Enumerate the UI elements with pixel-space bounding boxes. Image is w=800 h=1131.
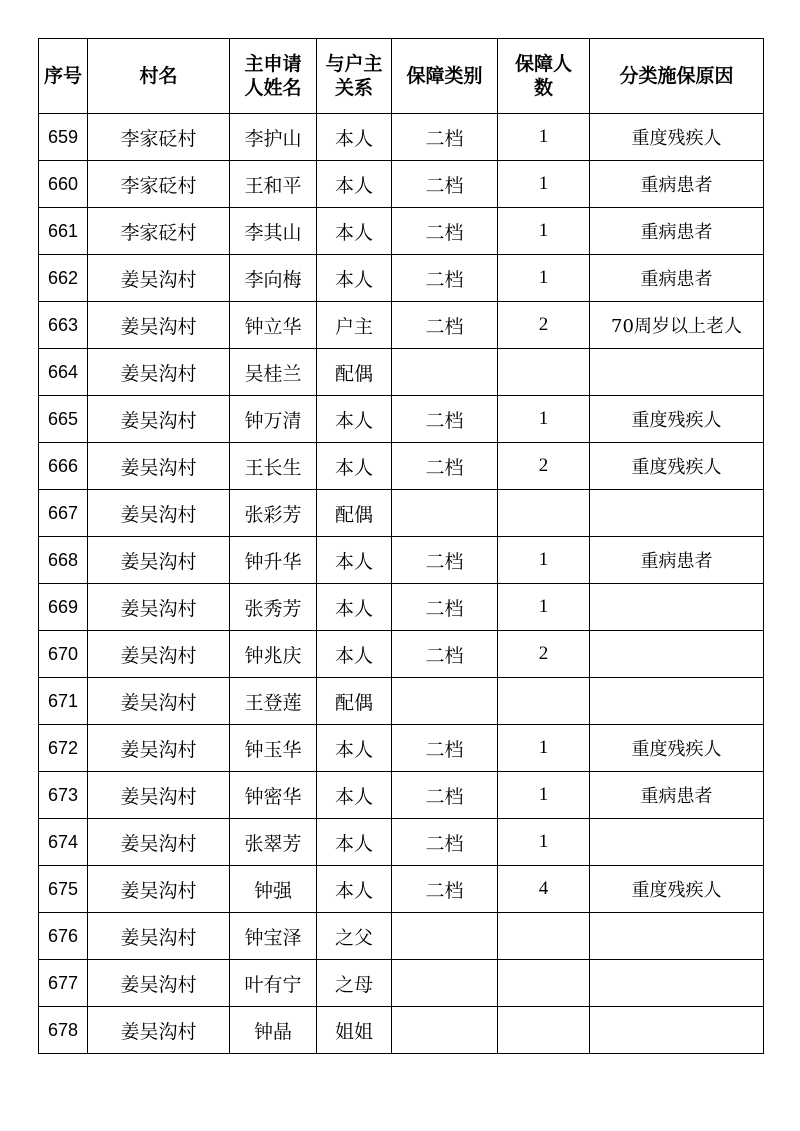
applicant-name-cell: 叶有宁 (230, 960, 317, 1007)
header-village-name: 村名 (88, 39, 230, 114)
covered-persons-cell (498, 1007, 590, 1054)
applicant-name-cell: 钟密华 (230, 772, 317, 819)
relation-cell: 之父 (317, 913, 392, 960)
serial-number-cell: 668 (39, 537, 88, 584)
assistance-category-cell: 二档 (392, 161, 498, 208)
covered-persons-cell: 1 (498, 819, 590, 866)
applicant-name-cell: 张翠芳 (230, 819, 317, 866)
table-row (39, 960, 764, 1007)
covered-persons-cell: 1 (498, 255, 590, 302)
applicant-name-cell: 李护山 (230, 114, 317, 161)
assistance-reason-cell (590, 819, 764, 866)
serial-number-cell: 659 (39, 114, 88, 161)
table-row (39, 349, 764, 396)
table-row (39, 584, 764, 631)
table-row (39, 114, 764, 161)
village-name-cell: 姜吴沟村 (88, 913, 230, 960)
table-row (39, 678, 764, 725)
covered-persons-cell: 2 (498, 302, 590, 349)
serial-number-cell: 671 (39, 678, 88, 725)
relation-cell: 本人 (317, 631, 392, 678)
applicant-name-cell: 钟玉华 (230, 725, 317, 772)
applicant-name-cell: 钟兆庆 (230, 631, 317, 678)
serial-number-cell: 670 (39, 631, 88, 678)
table-row (39, 208, 764, 255)
serial-number-cell: 673 (39, 772, 88, 819)
village-name-cell: 李家砭村 (88, 114, 230, 161)
covered-persons-cell: 1 (498, 772, 590, 819)
assistance-category-cell: 二档 (392, 255, 498, 302)
applicant-name-cell: 李向梅 (230, 255, 317, 302)
covered-persons-cell: 1 (498, 396, 590, 443)
assistance-reason-cell: 重度残疾人 (590, 443, 764, 490)
header-assistance-category: 保障类别 (392, 39, 498, 114)
relation-cell: 本人 (317, 537, 392, 584)
assistance-reason-cell: 重度残疾人 (590, 396, 764, 443)
applicant-name-cell: 王和平 (230, 161, 317, 208)
assistance-category-cell: 二档 (392, 819, 498, 866)
assistance-table (38, 38, 764, 1054)
covered-persons-cell (498, 490, 590, 537)
header-serial-number: 序号 (39, 39, 88, 114)
village-name-cell: 李家砭村 (88, 208, 230, 255)
table-row (39, 1007, 764, 1054)
serial-number-cell: 667 (39, 490, 88, 537)
applicant-name-cell: 钟万清 (230, 396, 317, 443)
header-relation-to-householder: 与户主 关系 (317, 39, 392, 114)
applicant-name-cell: 张秀芳 (230, 584, 317, 631)
assistance-reason-cell (590, 1007, 764, 1054)
assistance-reason-cell (590, 678, 764, 725)
assistance-category-cell: 二档 (392, 725, 498, 772)
village-name-cell: 李家砭村 (88, 161, 230, 208)
assistance-category-cell: 二档 (392, 584, 498, 631)
applicant-name-cell: 张彩芳 (230, 490, 317, 537)
assistance-reason-cell: 重度残疾人 (590, 866, 764, 913)
assistance-reason-cell (590, 349, 764, 396)
covered-persons-cell: 1 (498, 584, 590, 631)
relation-cell: 本人 (317, 114, 392, 161)
table-header-row (39, 39, 764, 114)
serial-number-cell: 672 (39, 725, 88, 772)
table-row (39, 396, 764, 443)
covered-persons-cell: 1 (498, 208, 590, 255)
relation-cell: 本人 (317, 208, 392, 255)
village-name-cell: 姜吴沟村 (88, 396, 230, 443)
assistance-category-cell (392, 913, 498, 960)
table-row (39, 631, 764, 678)
village-name-cell: 姜吴沟村 (88, 302, 230, 349)
village-name-cell: 姜吴沟村 (88, 349, 230, 396)
assistance-category-cell: 二档 (392, 866, 498, 913)
covered-persons-cell: 4 (498, 866, 590, 913)
assistance-category-cell: 二档 (392, 302, 498, 349)
serial-number-cell: 661 (39, 208, 88, 255)
assistance-reason-cell: 重病患者 (590, 772, 764, 819)
serial-number-cell: 666 (39, 443, 88, 490)
applicant-name-cell: 吴桂兰 (230, 349, 317, 396)
applicant-name-cell: 王登莲 (230, 678, 317, 725)
village-name-cell: 姜吴沟村 (88, 537, 230, 584)
header-applicant-name: 主申请 人姓名 (230, 39, 317, 114)
table-body (39, 114, 764, 1054)
assistance-category-cell: 二档 (392, 208, 498, 255)
covered-persons-cell (498, 913, 590, 960)
table-row (39, 866, 764, 913)
serial-number-cell: 662 (39, 255, 88, 302)
covered-persons-cell: 2 (498, 631, 590, 678)
assistance-category-cell (392, 1007, 498, 1054)
village-name-cell: 姜吴沟村 (88, 772, 230, 819)
header-assistance-reason: 分类施保原因 (590, 39, 764, 114)
assistance-category-cell: 二档 (392, 537, 498, 584)
village-name-cell: 姜吴沟村 (88, 960, 230, 1007)
relation-cell: 配偶 (317, 490, 392, 537)
village-name-cell: 姜吴沟村 (88, 866, 230, 913)
table-row (39, 443, 764, 490)
assistance-reason-cell (590, 490, 764, 537)
village-name-cell: 姜吴沟村 (88, 819, 230, 866)
serial-number-cell: 674 (39, 819, 88, 866)
serial-number-cell: 665 (39, 396, 88, 443)
table-row (39, 725, 764, 772)
table-row (39, 772, 764, 819)
village-name-cell: 姜吴沟村 (88, 584, 230, 631)
serial-number-cell: 678 (39, 1007, 88, 1054)
assistance-category-cell (392, 490, 498, 537)
village-name-cell: 姜吴沟村 (88, 1007, 230, 1054)
village-name-cell: 姜吴沟村 (88, 678, 230, 725)
assistance-category-cell (392, 678, 498, 725)
table-row (39, 161, 764, 208)
assistance-category-cell: 二档 (392, 772, 498, 819)
assistance-reason-cell: 重病患者 (590, 161, 764, 208)
relation-cell: 本人 (317, 772, 392, 819)
assistance-reason-cell: 重度残疾人 (590, 114, 764, 161)
header-covered-persons: 保障人 数 (498, 39, 590, 114)
serial-number-cell: 660 (39, 161, 88, 208)
applicant-name-cell: 钟强 (230, 866, 317, 913)
covered-persons-cell: 1 (498, 161, 590, 208)
relation-cell: 之母 (317, 960, 392, 1007)
assistance-reason-cell (590, 631, 764, 678)
covered-persons-cell: 1 (498, 114, 590, 161)
assistance-reason-cell (590, 913, 764, 960)
covered-persons-cell (498, 678, 590, 725)
relation-cell: 本人 (317, 819, 392, 866)
assistance-category-cell: 二档 (392, 631, 498, 678)
applicant-name-cell: 钟升华 (230, 537, 317, 584)
assistance-category-cell: 二档 (392, 396, 498, 443)
assistance-reason-cell: 重病患者 (590, 208, 764, 255)
relation-cell: 户主 (317, 302, 392, 349)
relation-cell: 本人 (317, 584, 392, 631)
assistance-category-cell (392, 349, 498, 396)
covered-persons-cell: 2 (498, 443, 590, 490)
assistance-category-cell: 二档 (392, 114, 498, 161)
applicant-name-cell: 李其山 (230, 208, 317, 255)
serial-number-cell: 675 (39, 866, 88, 913)
assistance-reason-cell: 70周岁以上老人 (590, 302, 764, 349)
table-row (39, 490, 764, 537)
assistance-reason-cell (590, 584, 764, 631)
table-row (39, 302, 764, 349)
serial-number-cell: 663 (39, 302, 88, 349)
serial-number-cell: 664 (39, 349, 88, 396)
relation-cell: 本人 (317, 396, 392, 443)
village-name-cell: 姜吴沟村 (88, 255, 230, 302)
relation-cell: 本人 (317, 443, 392, 490)
relation-cell: 配偶 (317, 678, 392, 725)
relation-cell: 本人 (317, 866, 392, 913)
covered-persons-cell (498, 960, 590, 1007)
village-name-cell: 姜吴沟村 (88, 631, 230, 678)
covered-persons-cell: 1 (498, 537, 590, 584)
table-row (39, 819, 764, 866)
relation-cell: 配偶 (317, 349, 392, 396)
assistance-reason-cell (590, 960, 764, 1007)
village-name-cell: 姜吴沟村 (88, 443, 230, 490)
table-row (39, 913, 764, 960)
serial-number-cell: 677 (39, 960, 88, 1007)
table-row (39, 255, 764, 302)
applicant-name-cell: 钟宝泽 (230, 913, 317, 960)
serial-number-cell: 669 (39, 584, 88, 631)
village-name-cell: 姜吴沟村 (88, 725, 230, 772)
covered-persons-cell (498, 349, 590, 396)
table-row (39, 537, 764, 584)
assistance-reason-cell: 重病患者 (590, 255, 764, 302)
relation-cell: 本人 (317, 255, 392, 302)
applicant-name-cell: 钟晶 (230, 1007, 317, 1054)
serial-number-cell: 676 (39, 913, 88, 960)
assistance-category-cell: 二档 (392, 443, 498, 490)
covered-persons-cell: 1 (498, 725, 590, 772)
assistance-category-cell (392, 960, 498, 1007)
relation-cell: 本人 (317, 725, 392, 772)
village-name-cell: 姜吴沟村 (88, 490, 230, 537)
applicant-name-cell: 王长生 (230, 443, 317, 490)
assistance-reason-cell: 重病患者 (590, 537, 764, 584)
relation-cell: 姐姐 (317, 1007, 392, 1054)
assistance-reason-cell: 重度残疾人 (590, 725, 764, 772)
relation-cell: 本人 (317, 161, 392, 208)
applicant-name-cell: 钟立华 (230, 302, 317, 349)
